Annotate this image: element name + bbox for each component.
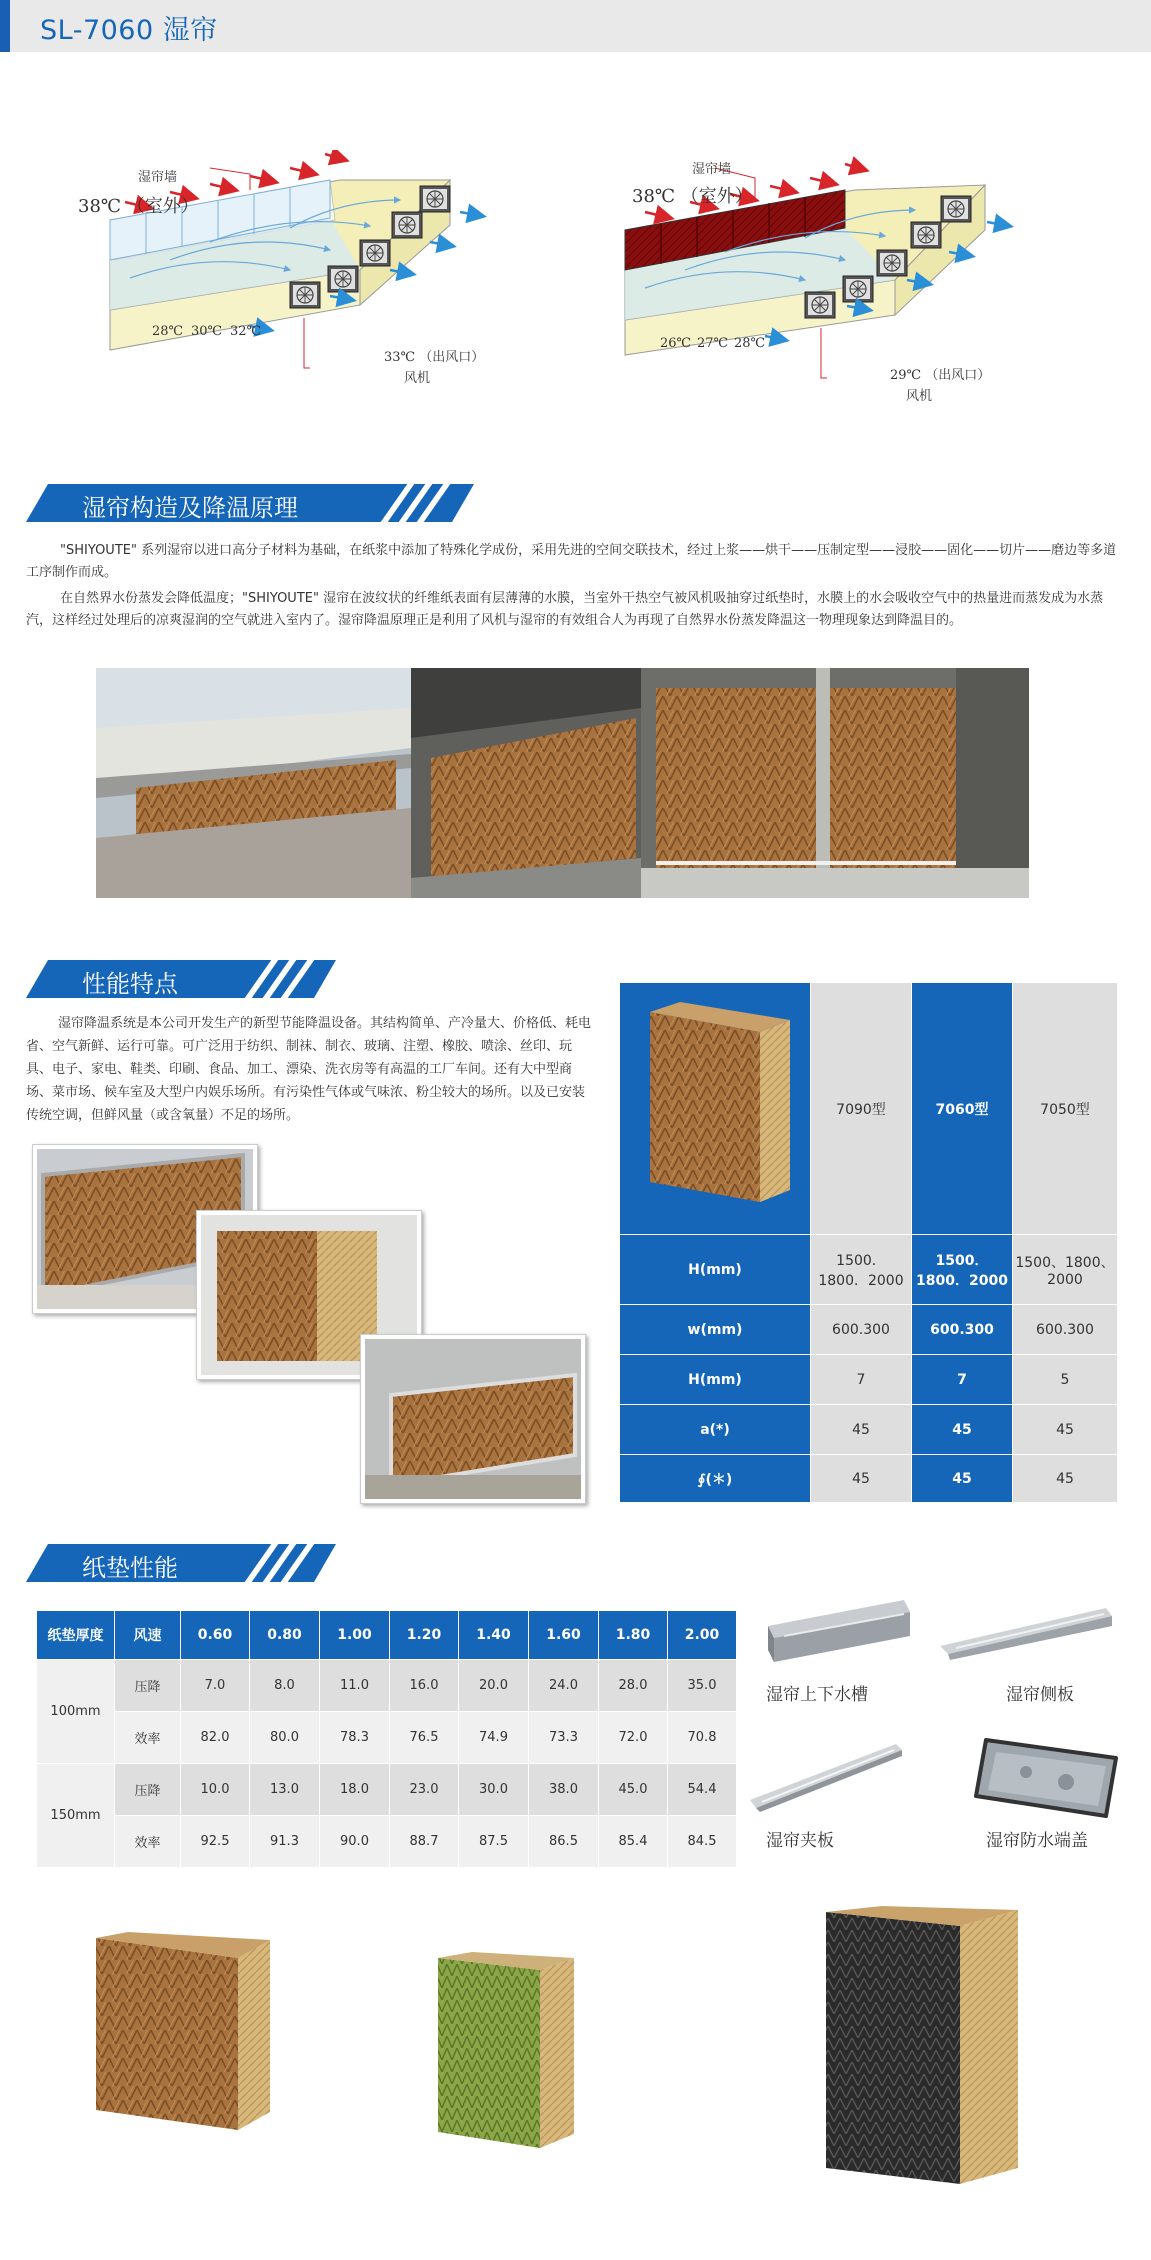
pad-product-image — [630, 1002, 800, 1212]
perf-cell: 24.0 — [529, 1660, 599, 1712]
perf-row-label: 效率 — [115, 1712, 181, 1764]
perf-cell: 73.3 — [529, 1712, 599, 1764]
installation-photo — [96, 668, 1029, 898]
perf-header-speed-value: 1.40 — [459, 1611, 529, 1660]
perf-cell: 10.0 — [181, 1764, 250, 1816]
outlet-temp-left: 33℃ （出风口） — [384, 350, 485, 365]
spec-cell: 7 — [912, 1355, 1013, 1405]
spec-table — [619, 982, 1118, 1503]
spec-row-label: a(*) — [620, 1405, 811, 1455]
perf-table — [36, 1610, 737, 1868]
spec-cell: 45 — [1013, 1405, 1118, 1455]
perf-cell: 28.0 — [599, 1660, 668, 1712]
perf-header-thickness: 纸垫厚度 — [37, 1611, 115, 1660]
perf-table-wrapper — [36, 1610, 736, 1868]
perf-cell: 35.0 — [668, 1660, 737, 1712]
spec-cell: 45 — [912, 1455, 1013, 1503]
inside-temp-right-3: 28℃ — [734, 336, 766, 351]
perf-header-speed-value: 1.60 — [529, 1611, 599, 1660]
perf-header-speed-value: 1.20 — [390, 1611, 459, 1660]
perf-header-speed-value: 1.00 — [320, 1611, 390, 1660]
fan-label-right: 风机 — [906, 389, 933, 404]
side-panel-image — [936, 1602, 1116, 1662]
outlet-temp-right: 29℃ （出风口） — [890, 368, 991, 383]
wall-label-right: 湿帘墙 — [692, 162, 732, 177]
water-trough-image — [764, 1596, 914, 1666]
perf-thickness-100: 100mm — [37, 1660, 115, 1764]
perf-cell: 38.0 — [529, 1764, 599, 1816]
perf-cell: 84.5 — [668, 1816, 737, 1868]
perf-header-speed-value: 0.80 — [250, 1611, 320, 1660]
fan-label-left: 风机 — [404, 371, 431, 386]
perf-cell: 7.0 — [181, 1660, 250, 1712]
perf-header-speed-value: 0.60 — [181, 1611, 250, 1660]
inside-temp-right-1: 26℃ — [660, 336, 692, 351]
perf-cell: 76.5 — [390, 1712, 459, 1764]
spec-model-7090: 7090型 — [811, 983, 912, 1235]
section-heading-pad — [26, 1544, 336, 1582]
perf-cell: 20.0 — [459, 1660, 529, 1712]
spec-row-label: ∮(＊) — [620, 1455, 811, 1503]
structure-paragraph-1: "SHIYOUTE" 系列湿帘以进口高分子材料为基础，在纸浆中添加了特殊化学成份，采用先进的空间交联技术，经过上浆——烘干——压制定型——浸胶——固化——切片——磨边等多道工序制作而成。 — [26, 543, 1117, 580]
perf-cell: 54.4 — [668, 1764, 737, 1816]
clamp-plate-illustration — [746, 1740, 906, 1812]
feature-photo-3-illustration — [361, 1335, 585, 1503]
structure-paragraph-2: 在自然界水份蒸发会降低温度；"SHIYOUTE" 湿帘在波纹状的纤维纸表面有层薄薄的水膜，当室外干热空气被风机吸抽穿过纸垫时，水膜上的水会吸收空气中的热量进而蒸发成为水蒸汽，这样经过处理后的凉爽湿润的空气就进入室内了。湿帘降温原理正是利用了风机与湿帘的有效组合人为再现了自然界水份蒸发降温这一物理现象达到降温目的。 — [26, 591, 1104, 628]
perf-cell: 92.5 — [181, 1816, 250, 1868]
spec-row-label: H(mm) — [620, 1235, 811, 1305]
perf-cell: 88.7 — [390, 1816, 459, 1868]
spec-cell: 45 — [912, 1405, 1013, 1455]
header-accent-bar — [0, 0, 10, 52]
spec-cell: 1500．1800．2000 — [912, 1235, 1013, 1305]
accessory-label-side: 湿帘侧板 — [1006, 1685, 1074, 1705]
perf-cell: 86.5 — [529, 1816, 599, 1868]
perf-header-speed: 风速 — [115, 1611, 181, 1660]
spec-cell: 45 — [811, 1405, 912, 1455]
side-panel-illustration — [936, 1602, 1116, 1662]
inside-temp-left-1: 28℃ — [152, 324, 184, 339]
perf-row-label: 效率 — [115, 1816, 181, 1868]
section-title-pad: 纸垫性能 — [82, 1554, 178, 1582]
clamp-plate-image — [746, 1740, 906, 1812]
perf-cell: 13.0 — [250, 1764, 320, 1816]
spec-cell: 600.300 — [912, 1305, 1013, 1355]
spec-cell: 600.300 — [1013, 1305, 1118, 1355]
perf-cell: 70.8 — [668, 1712, 737, 1764]
spec-cell: 600.300 — [811, 1305, 912, 1355]
perf-cell: 30.0 — [459, 1764, 529, 1816]
pad-sample-black — [822, 1906, 1022, 2186]
page-header — [0, 0, 1151, 52]
perf-header-speed-value: 1.80 — [599, 1611, 668, 1660]
perf-cell: 87.5 — [459, 1816, 529, 1868]
spec-cell: 1500、1800、2000 — [1013, 1235, 1118, 1305]
section-heading-structure — [26, 484, 474, 522]
features-paragraph: 湿帘降温系统是本公司开发生产的新型节能降温设备。其结构简单、产冷量大、价格低、耗电省、空气新鲜、运行可靠。可广泛用于纺织、制袜、制衣、玻璃、注塑、橡胶、喷涂、丝印、玩具、电子、家电、鞋类、印刷、食品、加工、漂染、洗衣房等有高温的工厂车间。还有大中型商场、菜市场、候车室及大型户内娱乐场所。有污染性气体或气味浓、粉尘较大的场所。以及已安装传统空调，但鲜风量（或含氧量）不足的场所。 — [26, 1016, 592, 1123]
perf-cell: 82.0 — [181, 1712, 250, 1764]
accessory-label-endcap: 湿帘防水端盖 — [986, 1831, 1088, 1851]
perf-cell: 90.0 — [320, 1816, 390, 1868]
wall-label-left: 湿帘墙 — [138, 170, 178, 185]
accessory-label-clamp: 湿帘夹板 — [766, 1831, 834, 1851]
inside-temp-left-3: 32℃ — [230, 324, 262, 339]
spec-model-7050: 7050型 — [1013, 983, 1118, 1235]
spec-cell: 45 — [1013, 1455, 1118, 1503]
perf-thickness-150: 150mm — [37, 1764, 115, 1868]
section-title-features: 性能特点 — [82, 970, 178, 998]
spec-row-label: H(mm) — [620, 1355, 811, 1405]
spec-cell: 5 — [1013, 1355, 1118, 1405]
section-title-structure: 湿帘构造及降温原理 — [82, 494, 298, 522]
spec-table-wrapper — [619, 982, 1117, 1502]
end-cap-illustration — [966, 1732, 1126, 1822]
perf-cell: 78.3 — [320, 1712, 390, 1764]
outdoor-temp-left: 38℃ （室外） — [78, 196, 199, 217]
perf-cell: 11.0 — [320, 1660, 390, 1712]
perf-cell: 74.9 — [459, 1712, 529, 1764]
perf-row-label: 压降 — [115, 1764, 181, 1816]
perf-cell: 8.0 — [250, 1660, 320, 1712]
perf-row-label: 压降 — [115, 1660, 181, 1712]
spec-row-label: w(mm) — [620, 1305, 811, 1355]
inside-temp-right-2: 27℃ — [697, 336, 729, 351]
water-trough-illustration — [764, 1596, 914, 1666]
perf-cell: 85.4 — [599, 1816, 668, 1868]
spec-product-image-cell — [620, 983, 811, 1235]
perf-cell: 45.0 — [599, 1764, 668, 1816]
perf-cell: 72.0 — [599, 1712, 668, 1764]
section-heading-features — [26, 960, 336, 998]
pad-sample-black-illustration — [822, 1906, 1022, 2186]
inside-temp-left-2: 30℃ — [191, 324, 223, 339]
perf-cell: 16.0 — [390, 1660, 459, 1712]
perf-cell: 80.0 — [250, 1712, 320, 1764]
pad-sample-green — [432, 1952, 582, 2152]
spec-cell: 7 — [811, 1355, 912, 1405]
feature-photo-3 — [360, 1334, 586, 1504]
spec-model-7060: 7060型 — [912, 983, 1013, 1235]
pad-sample-brown-illustration — [88, 1932, 278, 2132]
spec-cell: 45 — [811, 1455, 912, 1503]
accessory-label-trough: 湿帘上下水槽 — [766, 1685, 868, 1705]
perf-header-speed-value: 2.00 — [668, 1611, 737, 1660]
spec-cell: 1500．1800．2000 — [811, 1235, 912, 1305]
outdoor-temp-right: 38℃ （室外） — [632, 186, 753, 207]
perf-cell: 23.0 — [390, 1764, 459, 1816]
end-cap-image — [966, 1732, 1126, 1822]
perf-cell: 91.3 — [250, 1816, 320, 1868]
page-title: SL-7060 湿帘 — [40, 15, 218, 46]
perf-cell: 18.0 — [320, 1764, 390, 1816]
pad-sample-brown — [88, 1932, 278, 2132]
installation-photo-illustration — [96, 668, 1029, 898]
pad-sample-green-illustration — [432, 1952, 582, 2152]
